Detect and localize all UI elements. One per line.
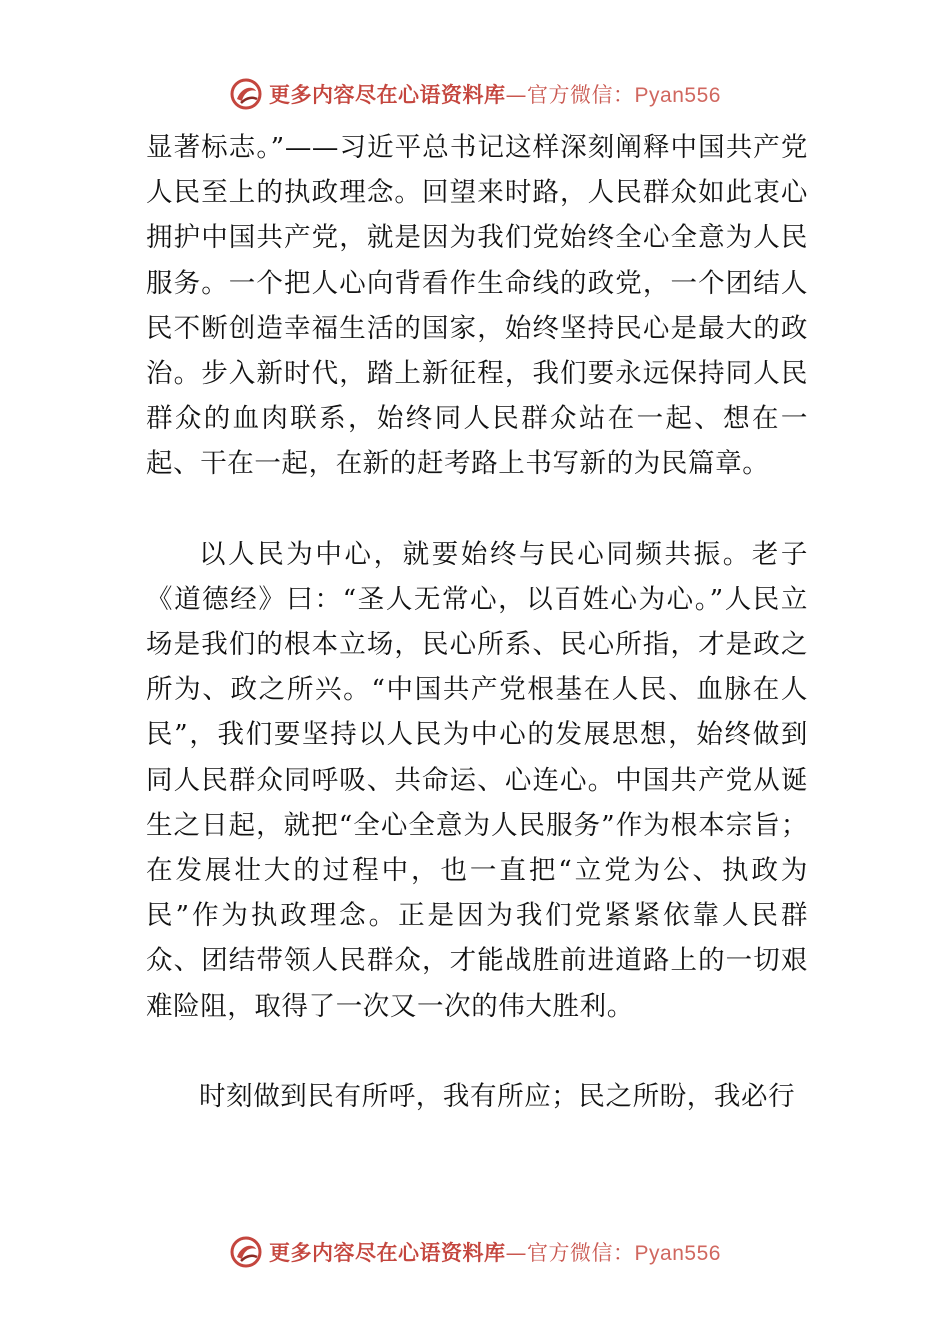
- banner-wechat-label: 官方微信：: [527, 1241, 635, 1265]
- paragraph-2: 以人民为中心，就要始终与民心同频共振。老子《道德经》曰：“圣人无常心，以百姓心为心。”人民立场是我们的根本立场，民心所系、民心所指，才是政之所为、政之所兴。“中国共产党根基在人民、血脉在人民”，我们要坚持以人民为中心的发展思想，始终做到同人民群众同呼吸、共命运、心连心。中国共产党从诞生之日起，就把“全心全意为人民服务”作为根本宗旨；在发展壮大的过程中，也一直把“立党为公、执政为民”作为执政理念。正是因为我们党紧紧依靠人民群众、团结带领人民群众，才能战胜前进道路上的一切艰难险阻，取得了一次又一次的伟大胜利。: [146, 538, 808, 1022]
- paragraph-1: 显著标志。”——习近平总书记这样深刻阐释中国共产党人民至上的执政理念。回望来时路，人民群众如此衷心拥护中国共产党，就是因为我们党始终全心全意为人民服务。一个把人心向背看作生命线的政党，一个团结人民不断创造幸福生活的国家，始终坚持民心是最大的政治。步入新时代，踏上新征程，我们要永远保持同人民群众的血肉联系，始终同人民群众站在一起、想在一起、干在一起，在新的赶考路上书写新的为民篇章。: [146, 132, 808, 480]
- paragraph-3: 时刻做到民有所呼，我有所应；民之所盼，我必行: [199, 1080, 796, 1112]
- footer-banner: [0, 1232, 950, 1272]
- header-banner: [0, 74, 950, 114]
- swirl-logo-icon: [229, 77, 263, 111]
- banner-text: [269, 79, 721, 109]
- banner-dash: —: [505, 1241, 528, 1265]
- banner-brand: 更多内容尽在心语资料库: [269, 1241, 506, 1265]
- banner-text: [269, 1237, 721, 1267]
- banner-brand: 更多内容尽在心语资料库: [269, 83, 506, 107]
- banner-wechat-label: 官方微信：: [527, 83, 635, 107]
- paragraph-spacer: [146, 1029, 808, 1074]
- banner-wechat-id: Pyan556: [634, 84, 721, 107]
- swirl-logo-icon: [229, 1235, 263, 1269]
- banner-wechat-id: Pyan556: [634, 1242, 721, 1265]
- document-body: [146, 125, 808, 1119]
- banner-dash: —: [505, 83, 528, 107]
- paragraph-spacer: [146, 487, 808, 532]
